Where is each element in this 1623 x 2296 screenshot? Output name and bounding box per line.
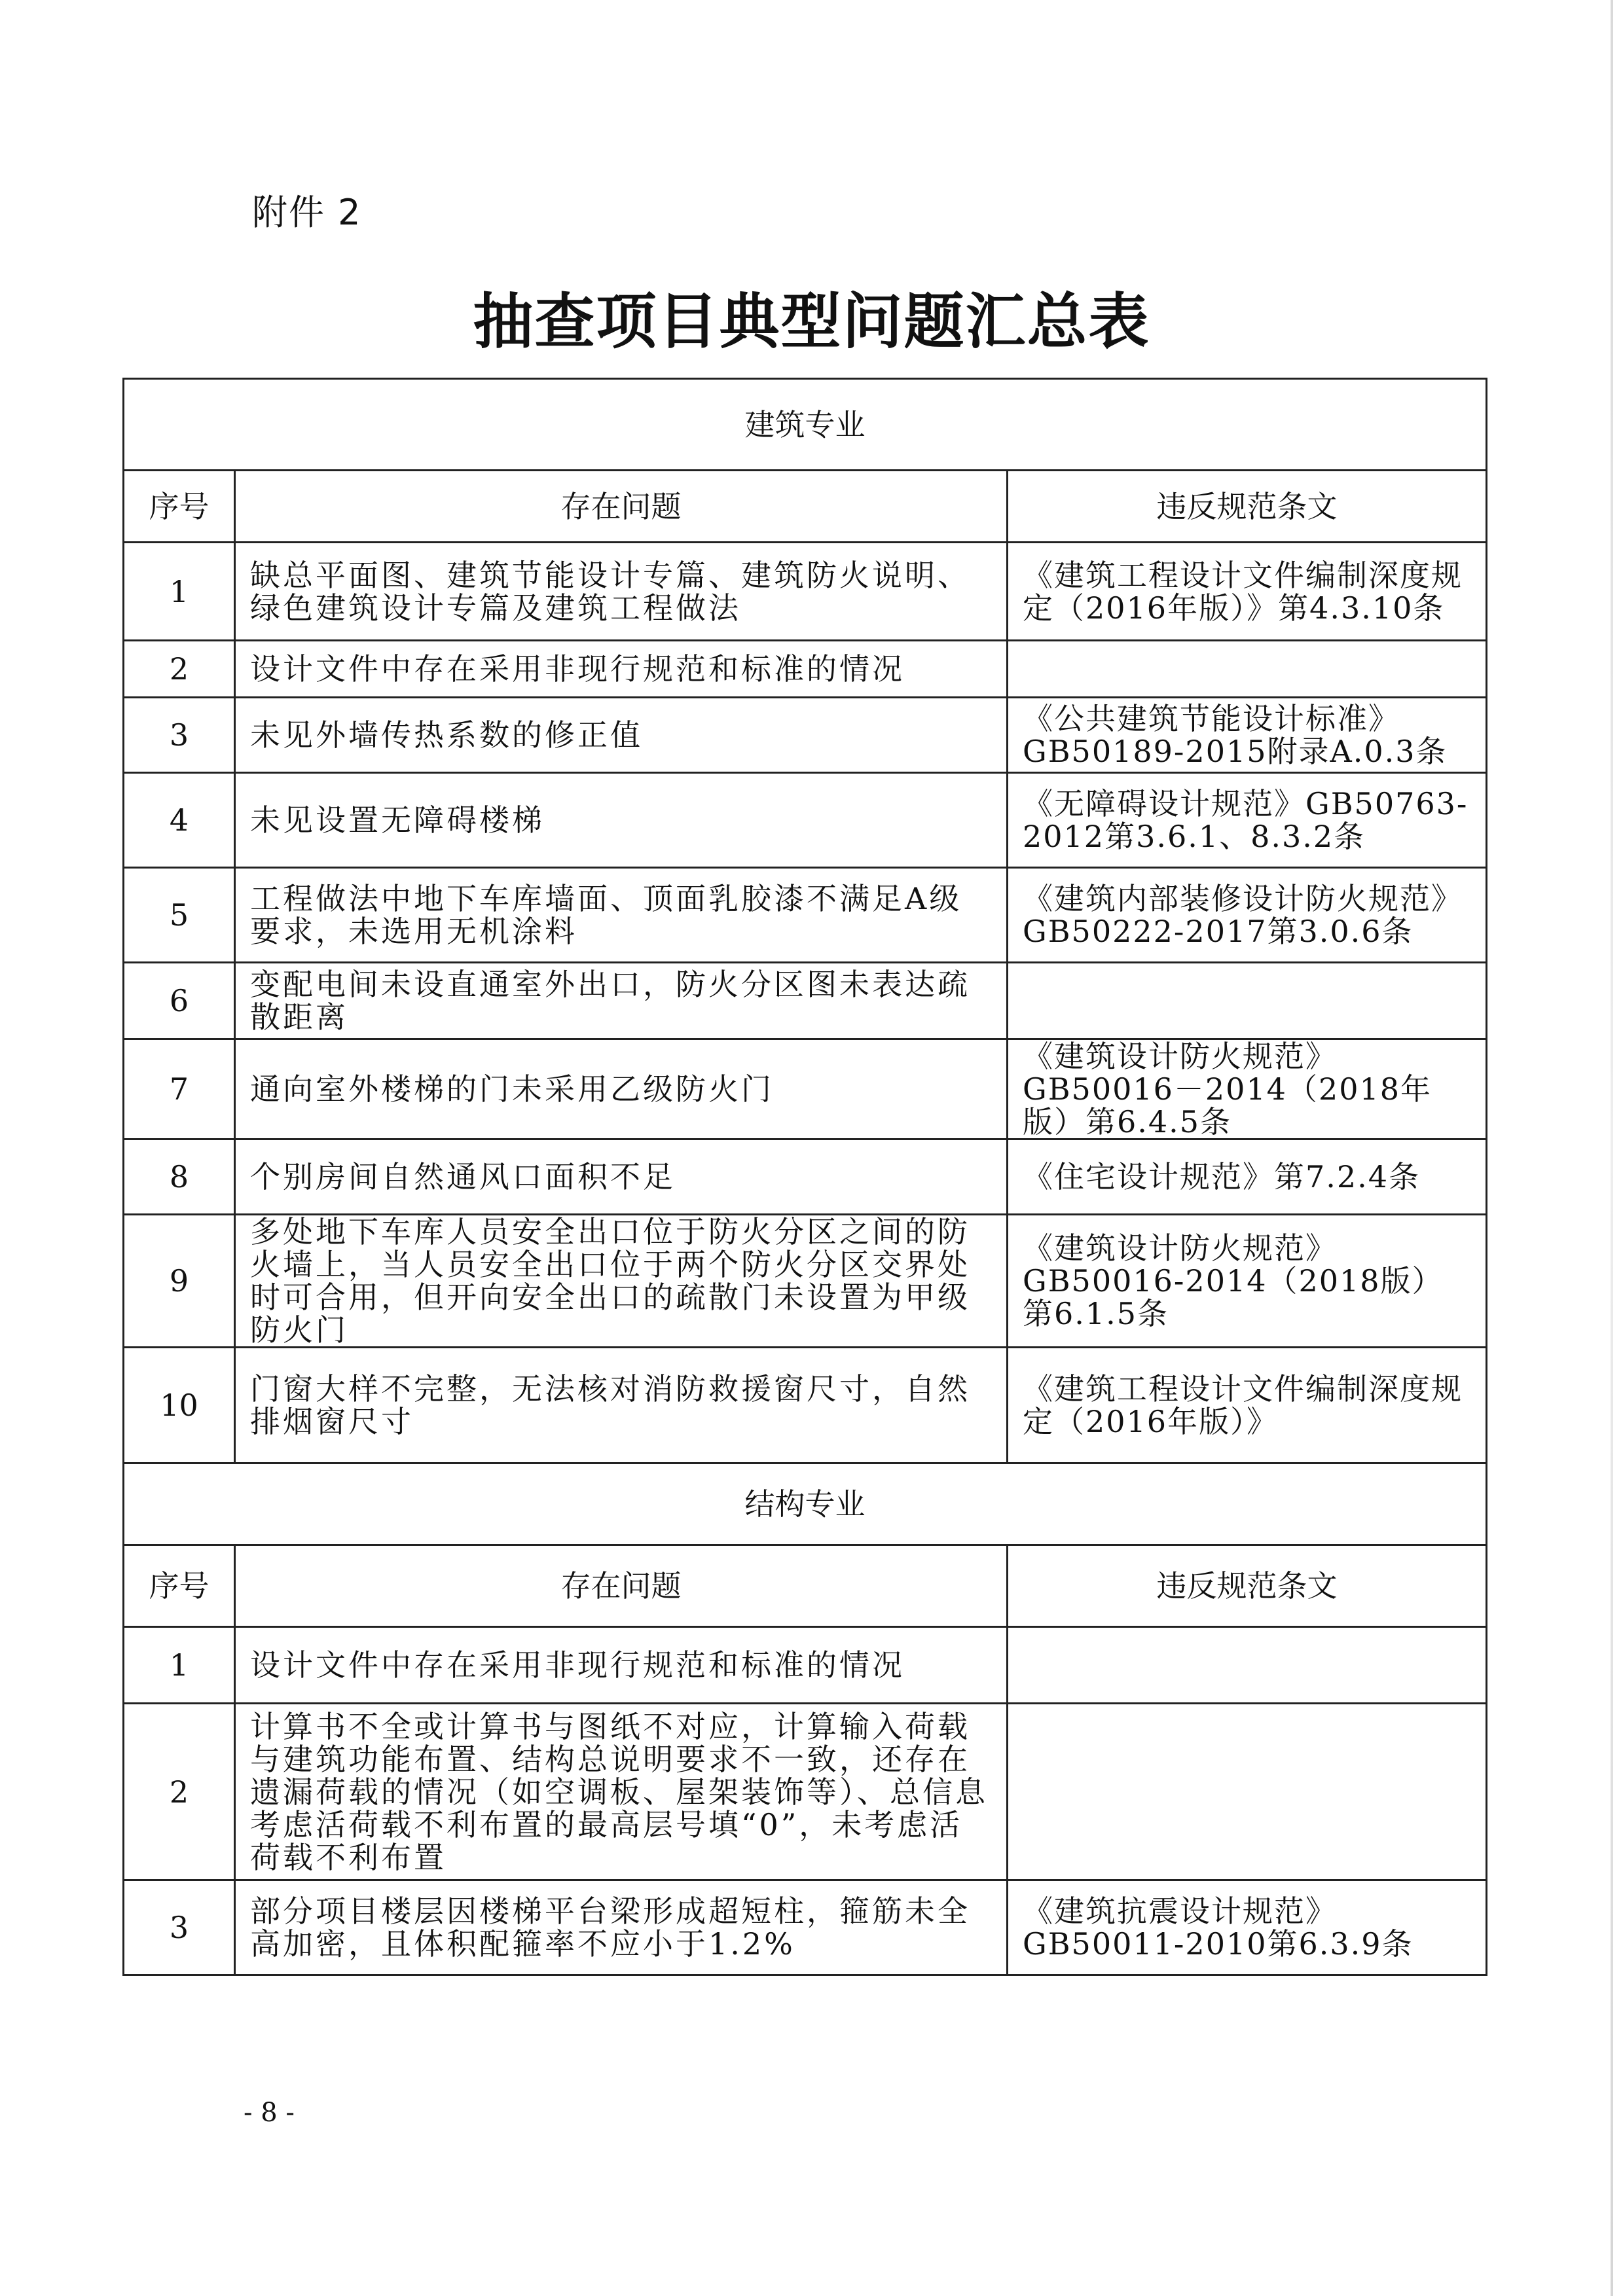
header-problem: 存在问题 <box>235 1545 1008 1627</box>
row-clause <box>1008 963 1487 1039</box>
section-header-row <box>124 1463 1487 1545</box>
row-problem: 变配电间未设直通室外出口，防火分区图未表达疏散距离 <box>235 963 1008 1039</box>
table-row <box>124 1627 1487 1704</box>
table-row <box>124 963 1487 1039</box>
row-problem: 多处地下车库人员安全出口位于防火分区之间的防火墙上，当人员安全出口位于两个防火分区交界处时可合用，但开向安全出口的疏散门未设置为甲级防火门 <box>235 1215 1008 1348</box>
row-clause <box>1008 1627 1487 1704</box>
header-problem: 存在问题 <box>235 471 1008 543</box>
column-header-row <box>124 1545 1487 1627</box>
row-index: 5 <box>124 868 235 963</box>
row-problem: 工程做法中地下车库墙面、顶面乳胶漆不满足A级要求，未选用无机涂料 <box>235 868 1008 963</box>
section-header-row <box>124 379 1487 471</box>
row-index: 7 <box>124 1039 235 1139</box>
table-row <box>124 1039 1487 1139</box>
row-clause <box>1008 641 1487 698</box>
row-problem: 计算书不全或计算书与图纸不对应，计算输入荷载与建筑功能布置、结构总说明要求不一致，还存在遗漏荷载的情况（如空调板、屋架装饰等）、总信息考虑活荷载不利布置的最高层号填“0”，未考虑活荷载不利布置 <box>235 1704 1008 1880</box>
row-problem: 设计文件中存在采用非现行规范和标准的情况 <box>235 641 1008 698</box>
issues-table <box>122 378 1487 1976</box>
header-clause: 违反规范条文 <box>1008 1545 1487 1627</box>
row-problem: 缺总平面图、建筑节能设计专篇、建筑防火说明、绿色建筑设计专篇及建筑工程做法 <box>235 543 1008 641</box>
row-clause: 《住宅设计规范》第7.2.4条 <box>1008 1139 1487 1215</box>
row-problem: 设计文件中存在采用非现行规范和标准的情况 <box>235 1627 1008 1704</box>
row-problem: 未见外墙传热系数的修正值 <box>235 698 1008 773</box>
table-row <box>124 1880 1487 1975</box>
table-row <box>124 641 1487 698</box>
page-title: 抽查项目典型问题汇总表 <box>473 287 1150 357</box>
attachment-label: 附件 2 <box>252 192 362 233</box>
row-problem: 通向室外楼梯的门未采用乙级防火门 <box>235 1039 1008 1139</box>
row-index: 1 <box>124 543 235 641</box>
table-row <box>124 1348 1487 1463</box>
row-clause: 《建筑抗震设计规范》GB50011-2010第6.3.9条 <box>1008 1880 1487 1975</box>
row-problem: 个别房间自然通风口面积不足 <box>235 1139 1008 1215</box>
row-index: 8 <box>124 1139 235 1215</box>
row-problem: 未见设置无障碍楼梯 <box>235 773 1008 868</box>
row-index: 4 <box>124 773 235 868</box>
table-row <box>124 1215 1487 1348</box>
row-clause <box>1008 1704 1487 1880</box>
row-clause: 《建筑内部装修设计防火规范》GB50222-2017第3.0.6条 <box>1008 868 1487 963</box>
table-row <box>124 773 1487 868</box>
row-index: 1 <box>124 1627 235 1704</box>
row-problem: 部分项目楼层因楼梯平台梁形成超短柱，箍筋未全高加密，且体积配箍率不应小于1.2% <box>235 1880 1008 1975</box>
table-row <box>124 1704 1487 1880</box>
row-index: 2 <box>124 1704 235 1880</box>
row-clause: 《公共建筑节能设计标准》GB50189-2015附录A.0.3条 <box>1008 698 1487 773</box>
row-index: 6 <box>124 963 235 1039</box>
table-row <box>124 543 1487 641</box>
header-clause: 违反规范条文 <box>1008 471 1487 543</box>
header-index: 序号 <box>124 1545 235 1627</box>
section-title: 结构专业 <box>124 1463 1487 1545</box>
table-row <box>124 868 1487 963</box>
row-clause: 《建筑设计防火规范》GB50016－2014（2018年版）第6.4.5条 <box>1008 1039 1487 1139</box>
column-header-row <box>124 471 1487 543</box>
row-index: 3 <box>124 1880 235 1975</box>
section-title: 建筑专业 <box>124 379 1487 471</box>
row-clause: 《建筑设计防火规范》GB50016-2014（2018版）第6.1.5条 <box>1008 1215 1487 1348</box>
table-row <box>124 1139 1487 1215</box>
row-index: 10 <box>124 1348 235 1463</box>
table-row <box>124 698 1487 773</box>
row-problem: 门窗大样不完整，无法核对消防救援窗尺寸，自然排烟窗尺寸 <box>235 1348 1008 1463</box>
row-index: 3 <box>124 698 235 773</box>
header-index: 序号 <box>124 471 235 543</box>
page-number: - 8 - <box>244 2098 295 2128</box>
row-clause: 《建筑工程设计文件编制深度规定（2016年版）》第4.3.10条 <box>1008 543 1487 641</box>
row-index: 9 <box>124 1215 235 1348</box>
row-clause: 《建筑工程设计文件编制深度规定（2016年版）》 <box>1008 1348 1487 1463</box>
row-index: 2 <box>124 641 235 698</box>
row-clause: 《无障碍设计规范》GB50763-2012第3.6.1、8.3.2条 <box>1008 773 1487 868</box>
